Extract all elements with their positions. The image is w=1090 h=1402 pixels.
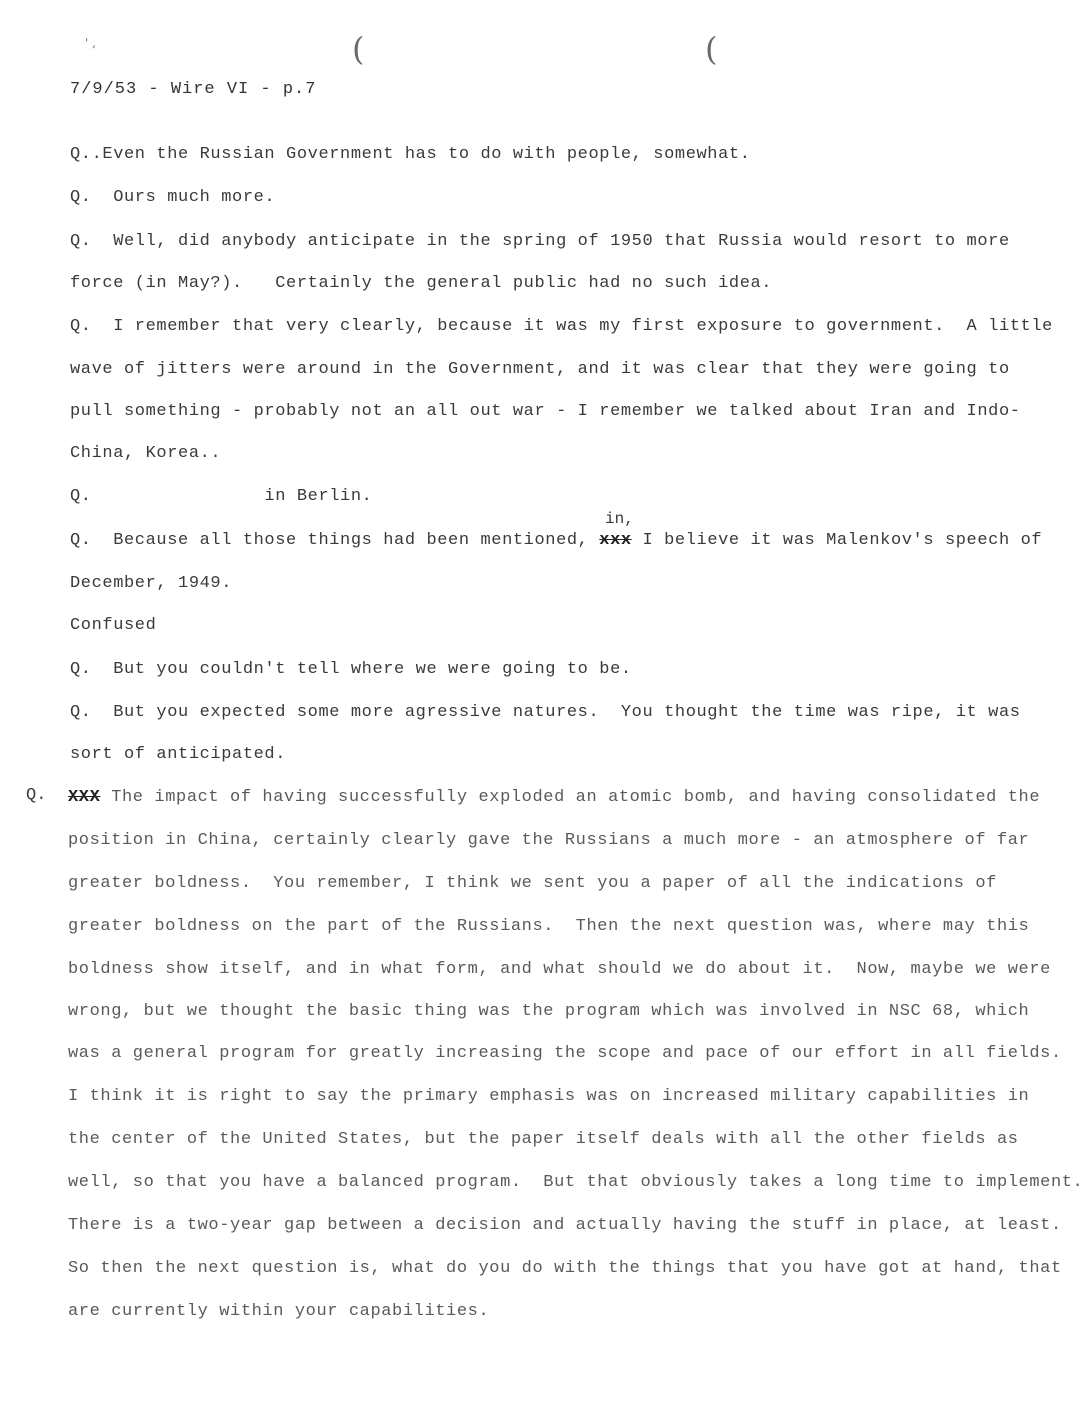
text-line-with-strike [70, 531, 1042, 551]
text-line: Q. But you couldn't tell where we were going to be. [70, 660, 632, 679]
margin-speaker-label: Q. [26, 786, 47, 805]
text-segment: The impact of having successfully exploded an atomic bomb, and having consolidated the [100, 788, 1041, 807]
hole-punch-mark-left: ( [352, 30, 365, 68]
page-header: 7/9/53 - Wire VI - p.7 [70, 80, 317, 99]
text-line: So then the next question is, what do you do with the things that you have got at hand, that [68, 1259, 1062, 1278]
text-line: Q. I remember that very clearly, because it was my first exposure to government. A little [70, 317, 1053, 336]
text-line: well, so that you have a balanced program. But that obviously takes a long time to implement. [68, 1173, 1084, 1192]
text-line: position in China, certainly clearly gave the Russians a much more - an atmosphere of far [68, 831, 1030, 850]
text-line: Q. Well, did anybody anticipate in the spring of 1950 that Russia would resort to more [70, 232, 1010, 251]
text-line: There is a two-year gap between a decision and actually having the stuff in place, at least. [68, 1216, 1062, 1235]
text-line: Q. Ours much more. [70, 188, 276, 207]
text-line: I think it is right to say the primary emphasis was on increased military capabilities in [68, 1087, 1030, 1106]
text-line: Q. in Berlin. [70, 487, 373, 506]
text-line: force (in May?). Certainly the general public had no such idea. [70, 274, 773, 293]
text-line: December, 1949. [70, 574, 233, 593]
stray-mark: ' , [85, 36, 96, 50]
text-segment: I believe it was Malenkov's speech of [631, 531, 1043, 550]
text-line: the center of the United States, but the paper itself deals with all the other fields as [68, 1130, 1019, 1149]
text-line: Confused [70, 616, 157, 635]
text-line: greater boldness. You remember, I think we sent you a paper of all the indications of [68, 874, 997, 893]
text-segment: Q. Because all those things had been mentioned, [70, 531, 589, 550]
text-line-with-strike [68, 788, 1040, 808]
text-line: was a general program for greatly increasing the scope and pace of our effort in all fields. [68, 1044, 1062, 1063]
text-line: are currently within your capabilities. [68, 1302, 490, 1321]
text-line: sort of anticipated. [70, 745, 287, 764]
text-line: pull something - probably not an all out war - I remember we talked about Iran and Indo- [70, 402, 1021, 421]
text-line: boldness show itself, and in what form, and what should we do about it. Now, maybe we were [68, 960, 1051, 979]
handwritten-insertion: in, [605, 510, 634, 528]
struck-out-text: XXX [68, 788, 101, 807]
text-line: greater boldness on the part of the Russians. Then the next question was, where may this [68, 917, 1030, 936]
text-line: China, Korea.. [70, 444, 222, 463]
text-line: wrong, but we thought the basic thing was the program which was involved in NSC 68, which [68, 1002, 1030, 1021]
text-line: wave of jitters were around in the Government, and it was clear that they were going to [70, 360, 1010, 379]
text-line: Q..Even the Russian Government has to do with people, somewhat. [70, 145, 751, 164]
hole-punch-mark-right: ( [705, 30, 718, 68]
struck-out-text: xxx [599, 531, 632, 550]
text-line: Q. But you expected some more agressive natures. You thought the time was ripe, it was [70, 703, 1021, 722]
